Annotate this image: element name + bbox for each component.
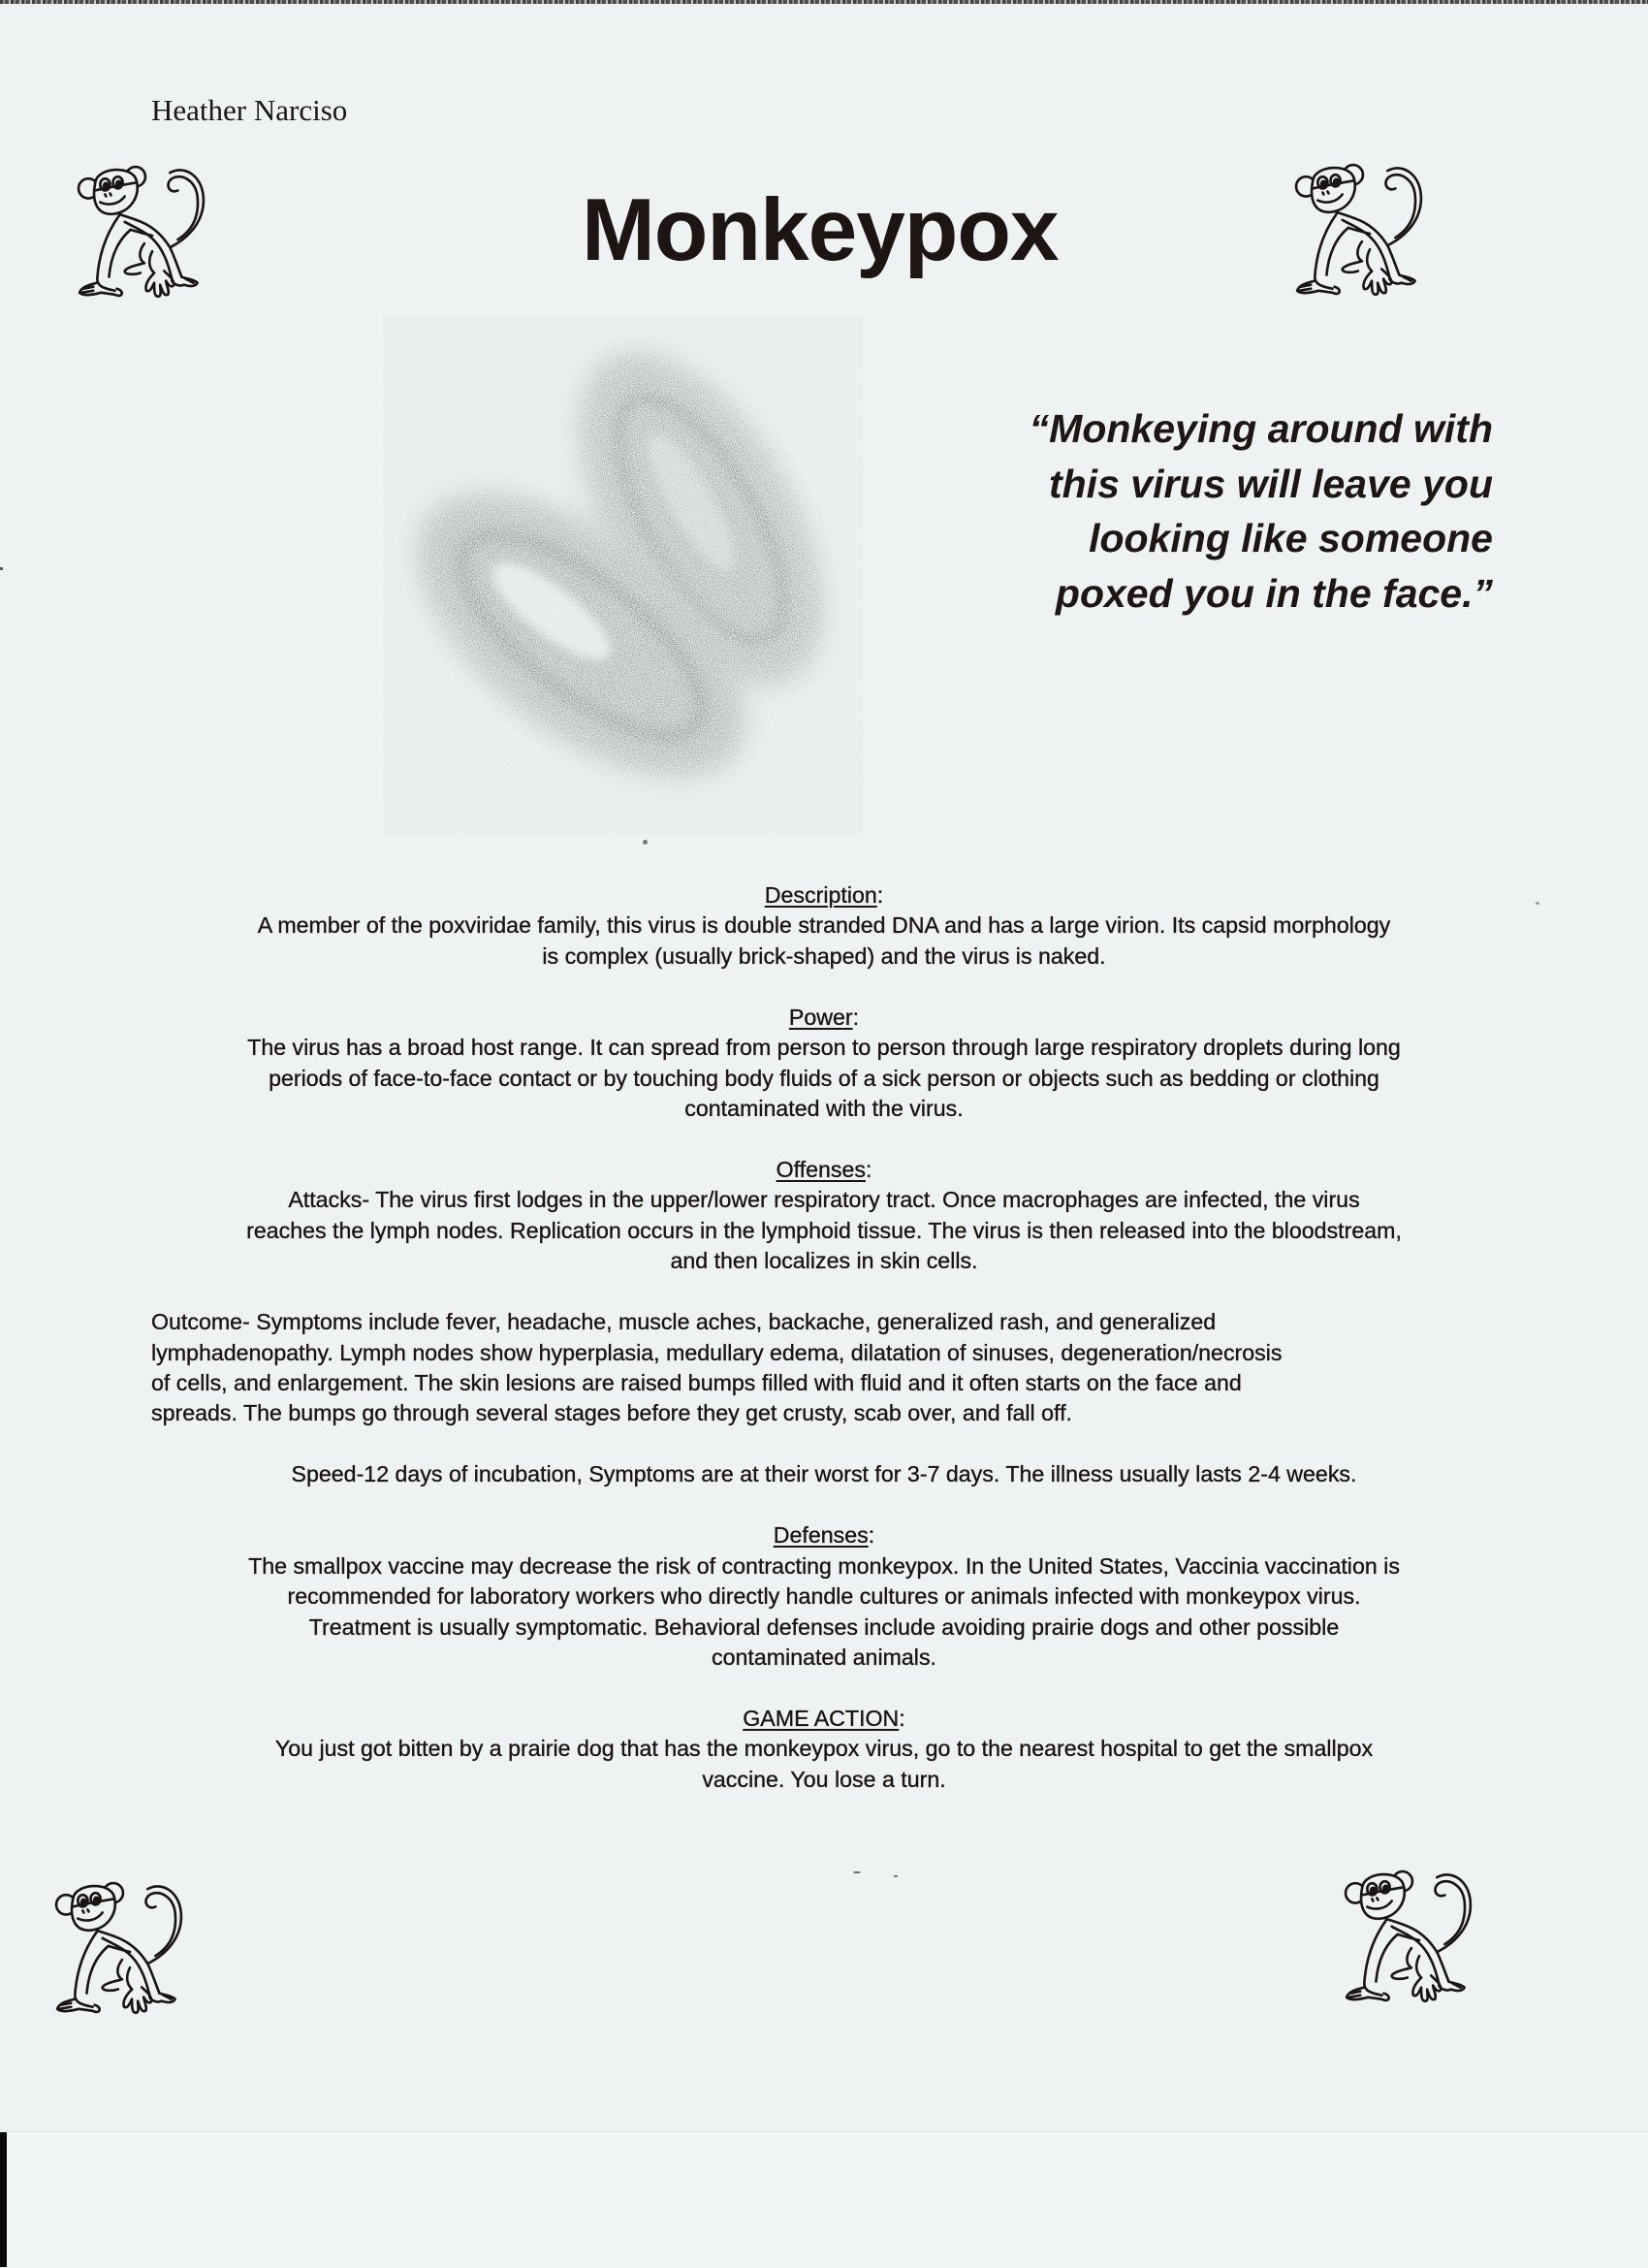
power-line xyxy=(145,1094,1503,1124)
power-line xyxy=(145,1064,1503,1094)
virus-micrograph-icon xyxy=(383,315,863,834)
defenses-line xyxy=(145,1551,1503,1581)
scan-left-edge xyxy=(0,2132,7,2267)
monkey-icon-bottom-right xyxy=(1343,1866,1490,2013)
defenses-line xyxy=(145,1613,1503,1643)
monkey-icon xyxy=(1343,1866,1490,2013)
text-line: You just got bitten by a prairie dog that has the monkeypox virus, go to the nearest hospital to get the smallpox xyxy=(274,1736,1374,1762)
text-line: recommended for laboratory workers who directly handle cultures or animals infected with monkeypox virus. xyxy=(287,1583,1361,1610)
defenses-line xyxy=(145,1643,1503,1673)
monkey-icon-top-left xyxy=(76,161,223,308)
section-heading-description: Description: xyxy=(764,882,884,908)
quote-block xyxy=(892,401,1493,621)
monkey-icon xyxy=(53,1877,201,2025)
quote-line: this virus will leave you xyxy=(1048,461,1493,506)
power-line xyxy=(145,1033,1503,1063)
quote-line: looking like someone xyxy=(1089,516,1493,560)
quote-line: “Monkeying around with xyxy=(1029,406,1493,451)
game-action-line xyxy=(145,1734,1503,1764)
text-line: and then localizes in skin cells. xyxy=(670,1248,978,1274)
stray-mark xyxy=(1536,902,1539,905)
text-line: lymphadenopathy. Lymph nodes show hyperplasia, medullary edema, dilatation of sinuses, degeneration/necrosis xyxy=(151,1339,1283,1365)
text-line: Treatment is usually symptomatic. Behavioral defenses include avoiding prairie dogs and other possible xyxy=(308,1613,1340,1640)
text-line: Speed-12 days of incubation, Symptoms are at their worst for 3-7 days. The illness usually lasts 2-4 weeks. xyxy=(291,1461,1357,1487)
monkey-icon xyxy=(1293,159,1441,306)
stray-mark xyxy=(643,840,648,845)
text-line: periods of face-to-face contact or by touching body fluids of a sick person or objects such as bedding or clothing xyxy=(269,1065,1379,1091)
outcome-line xyxy=(145,1368,1503,1398)
spacer xyxy=(145,1429,1503,1459)
scan-top-edge xyxy=(0,0,1648,4)
page-title: Monkeypox xyxy=(582,181,1059,279)
text-line: is complex (usually brick-shaped) and the virus is naked. xyxy=(542,942,1106,969)
description-line xyxy=(145,910,1503,941)
game-action-line xyxy=(145,1765,1503,1795)
monkey-icon xyxy=(76,161,223,308)
attacks-line xyxy=(145,1246,1503,1276)
outcome-line xyxy=(145,1398,1503,1428)
text-line: of cells, and enlargement. The skin lesions are raised bumps filled with fluid and it often starts on the face and xyxy=(151,1370,1242,1395)
spacer xyxy=(145,1673,1503,1703)
text-line: contaminated animals. xyxy=(712,1644,936,1670)
description-line xyxy=(145,942,1503,972)
virus-micrograph-image xyxy=(383,315,863,834)
attacks-line xyxy=(145,1185,1503,1215)
spacer xyxy=(145,1125,1503,1155)
section-heading-offenses: Offenses: xyxy=(776,1156,872,1182)
text-line: The smallpox vaccine may decrease the risk of contracting monkeypox. In the United States, Vaccinia vaccination is xyxy=(248,1552,1400,1579)
text-line: vaccine. You lose a turn. xyxy=(702,1766,946,1792)
section-heading-defenses: Defenses: xyxy=(773,1522,875,1549)
text-line: Attacks- The virus first lodges in the upper/lower respiratory tract. Once macrophages are infected, the virus xyxy=(288,1187,1360,1213)
monkey-icon-bottom-left xyxy=(53,1877,201,2025)
text-line: The virus has a broad host range. It can spread from person to person through large respiratory droplets during long xyxy=(247,1035,1401,1061)
spacer xyxy=(145,1277,1503,1307)
defenses-line xyxy=(145,1581,1503,1612)
section-heading-power: Power: xyxy=(788,1004,860,1030)
speed-line xyxy=(145,1459,1503,1489)
attacks-line xyxy=(145,1216,1503,1246)
monkey-icon-top-right xyxy=(1293,159,1441,306)
text-line: contaminated with the virus. xyxy=(684,1096,964,1122)
stray-mark xyxy=(894,1875,898,1877)
text-line: reaches the lymph nodes. Replication occurs in the lymphoid tissue. The virus is then released into the bloodstream, xyxy=(246,1217,1402,1243)
author-name: Heather Narciso xyxy=(151,93,348,127)
body-text xyxy=(145,880,1503,1795)
quote-line: poxed you in the face.” xyxy=(1055,570,1493,616)
section-heading-game-action: GAME ACTION: xyxy=(743,1705,905,1731)
spacer xyxy=(145,972,1503,1002)
stray-mark xyxy=(853,1871,861,1873)
text-line: A member of the poxviridae family, this virus is double stranded DNA and has a large virion. Its capsid morphology xyxy=(257,912,1391,939)
scan-seam xyxy=(0,2131,1648,2268)
text-line: Outcome- Symptoms include fever, headache, muscle aches, backache, generalized rash, and generalized xyxy=(151,1309,1217,1335)
text-line: spreads. The bumps go through several stages before they get crusty, scab over, and fall off. xyxy=(151,1400,1072,1426)
outcome-line xyxy=(145,1307,1503,1337)
spacer xyxy=(145,1490,1503,1520)
outcome-line xyxy=(145,1338,1503,1368)
stray-mark xyxy=(0,567,3,570)
